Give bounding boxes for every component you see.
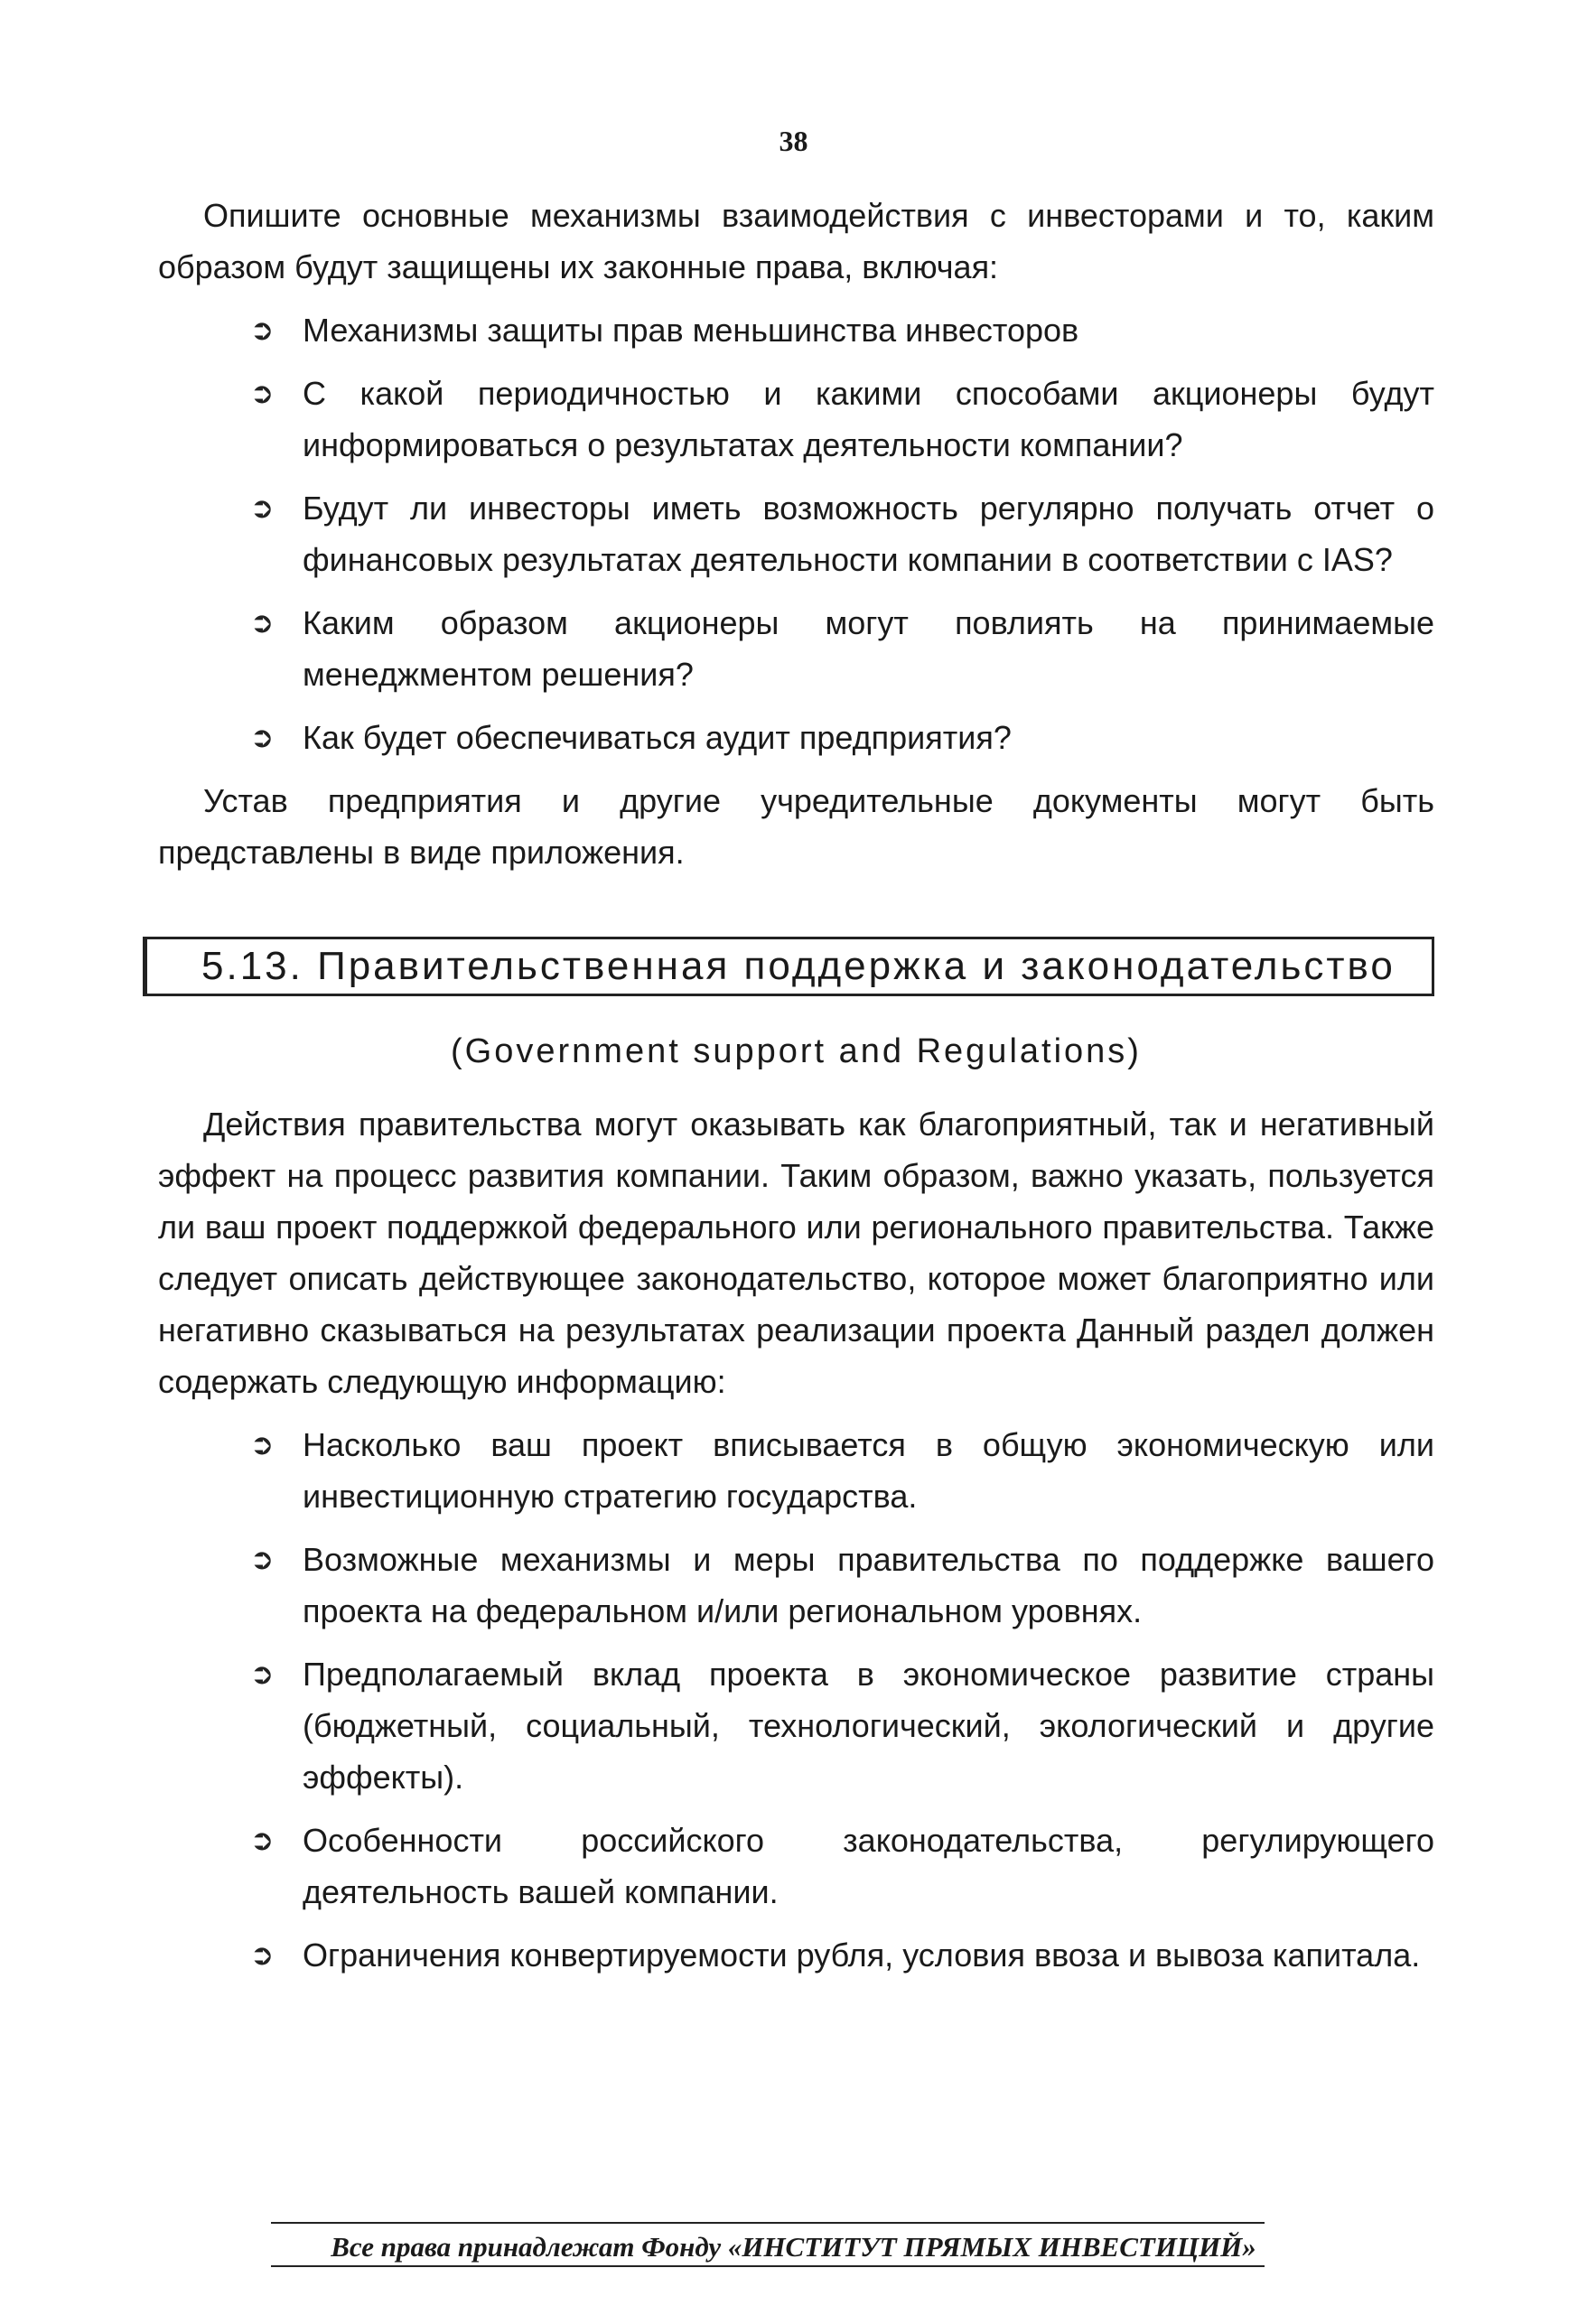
footer-divider <box>271 2222 1265 2224</box>
section-paragraph: Действия правительства могут оказывать как благоприятный, так и негативный эффект на процесс развития компании. Таким образом, важно указать, пользуется ли ваш проект поддержкой федерального или регионального правительства. Также следует описать действующее законодательство, которое может благоприятно или негативно сказываться на результатах реализации проекта Данный раздел должен содержать следующую информацию: <box>158 1106 1434 1400</box>
list-item <box>158 1534 1434 1637</box>
section-bullet-list <box>158 1419 1434 1981</box>
circular-arrow-icon: ➲ <box>249 721 275 753</box>
closing-paragraph: Устав предприятия и другие учредительные документы могут быть представлены в виде приложения. <box>158 782 1434 871</box>
list-item-text: Ограничения конвертируемости рубля, условия ввоза и вывоза капитала. <box>303 1937 1421 1974</box>
list-item <box>158 712 1434 763</box>
list-item-text: Предполагаемый вклад проекта в экономическое развитие страны (бюджетный, социальный, технологический, экологический и другие эффекты). <box>303 1656 1434 1796</box>
list-item-text: Насколько ваш проект вписывается в общую экономическую или инвестиционную стратегию государства. <box>303 1426 1434 1515</box>
list-item-text: Особенности российского законодательства, регулирующего деятельность вашей компании. <box>303 1822 1434 1910</box>
list-item-text: Возможные механизмы и меры правительства по поддержке вашего проекта на федеральном и/или региональном уровнях. <box>303 1541 1434 1629</box>
page-content <box>158 190 1434 1993</box>
intro-paragraph: Опишите основные механизмы взаимодействия с инвесторами и то, каким образом будут защищены их законные права, включая: <box>158 197 1434 285</box>
list-item-text: Как будет обеспечиваться аудит предприятия? <box>303 719 1012 756</box>
list-item-text: Будут ли инвесторы иметь возможность регулярно получать отчет о финансовых результатах деятельности компании в соответствии с IAS? <box>303 490 1434 578</box>
list-item <box>158 1929 1434 1981</box>
circular-arrow-icon: ➲ <box>249 377 275 409</box>
section-subtitle: (Government support and Regulations) <box>451 1032 1142 1070</box>
intro-bullet-list <box>158 304 1434 763</box>
circular-arrow-icon: ➲ <box>249 491 275 524</box>
circular-arrow-icon: ➲ <box>249 1543 275 1575</box>
list-item <box>158 304 1434 356</box>
list-item-text: Каким образом акционеры могут повлиять на принимаемые менеджментом решения? <box>303 604 1434 693</box>
circular-arrow-icon: ➲ <box>249 1428 275 1461</box>
list-item-text: Механизмы защиты прав меньшинства инвесторов <box>303 312 1079 349</box>
circular-arrow-icon: ➲ <box>249 1938 275 1971</box>
circular-arrow-icon: ➲ <box>249 1824 275 1856</box>
circular-arrow-icon: ➲ <box>249 606 275 639</box>
list-item <box>158 482 1434 585</box>
circular-arrow-icon: ➲ <box>249 1657 275 1690</box>
section-heading: 5.13. Правительственная поддержка и законодательство <box>143 937 1434 996</box>
list-item <box>158 597 1434 700</box>
page-number: 38 <box>779 125 808 157</box>
list-item <box>158 368 1434 471</box>
circular-arrow-icon: ➲ <box>249 313 275 346</box>
list-item <box>158 1419 1434 1522</box>
footer-copyright: Все права принадлежат Фонду «ИНСТИТУТ ПРЯМЫХ ИНВЕСТИЦИЙ» <box>331 2231 1256 2263</box>
list-item-text: С какой периодичностью и какими способами акционеры будут информироваться о результатах деятельности компании? <box>303 375 1434 463</box>
footer-divider <box>271 2265 1265 2267</box>
list-item <box>158 1815 1434 1918</box>
list-item <box>158 1648 1434 1803</box>
